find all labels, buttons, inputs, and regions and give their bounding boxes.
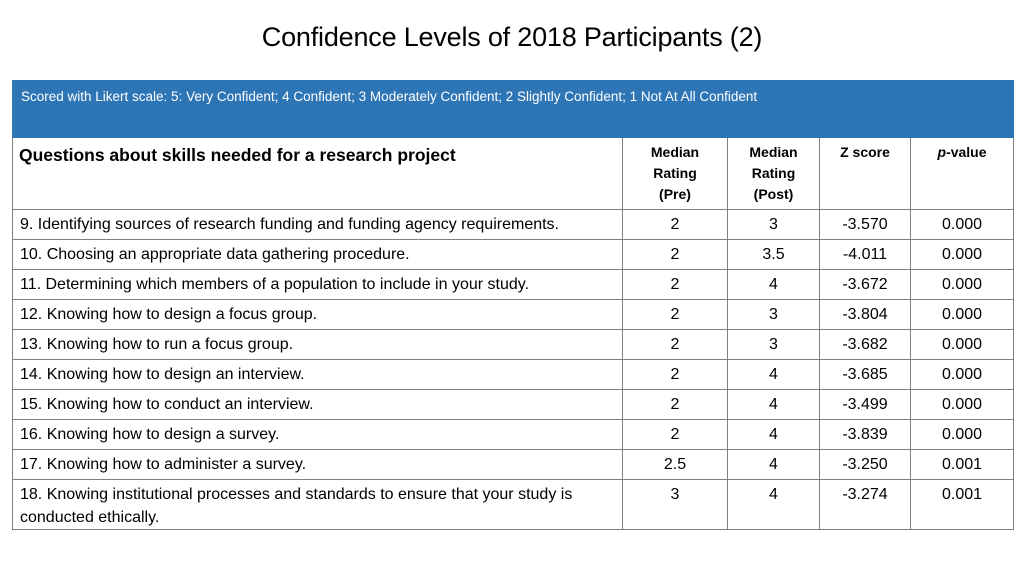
pre-cell: 2 <box>623 300 728 330</box>
question-cell: 13. Knowing how to run a focus group. <box>13 330 623 360</box>
table-row <box>13 270 1014 300</box>
likert-scale-banner: Scored with Likert scale: 5: Very Confident; 4 Confident; 3 Moderately Confident; 2 Slightly Confident; 1 Not At All Confident <box>13 81 1014 138</box>
p-cell: 0.000 <box>911 240 1014 270</box>
table-row <box>13 390 1014 420</box>
pre-cell: 2 <box>623 360 728 390</box>
p-cell: 0.000 <box>911 300 1014 330</box>
p-cell: 0.000 <box>911 420 1014 450</box>
table-row <box>13 360 1014 390</box>
z-cell: -3.274 <box>820 480 911 530</box>
results-table <box>12 80 1014 530</box>
post-cell: 3 <box>728 300 820 330</box>
p-cell: 0.001 <box>911 480 1014 530</box>
header-median-pre-line3: (Pre) <box>659 186 691 202</box>
post-cell: 3 <box>728 210 820 240</box>
question-cell: 14. Knowing how to design an interview. <box>13 360 623 390</box>
pre-cell: 2 <box>623 330 728 360</box>
header-median-pre-line2: Rating <box>653 165 697 181</box>
table-row <box>13 240 1014 270</box>
table-row <box>13 330 1014 360</box>
question-cell: 9. Identifying sources of research funding and funding agency requirements. <box>13 210 623 240</box>
question-cell: 15. Knowing how to conduct an interview. <box>13 390 623 420</box>
post-cell: 4 <box>728 420 820 450</box>
header-median-post-line1: Median <box>749 144 798 160</box>
z-cell: -3.250 <box>820 450 911 480</box>
z-cell: -3.499 <box>820 390 911 420</box>
post-cell: 3.5 <box>728 240 820 270</box>
question-cell: 11. Determining which members of a population to include in your study. <box>13 270 623 300</box>
z-cell: -3.570 <box>820 210 911 240</box>
question-cell: 17. Knowing how to administer a survey. <box>13 450 623 480</box>
header-row <box>13 138 1014 210</box>
header-p-value <box>911 138 1014 210</box>
header-median-post-line3: (Post) <box>753 186 794 202</box>
table-row <box>13 420 1014 450</box>
pre-cell: 2 <box>623 420 728 450</box>
z-cell: -4.011 <box>820 240 911 270</box>
table-row <box>13 300 1014 330</box>
header-z-score: Z score <box>820 138 911 210</box>
post-cell: 4 <box>728 270 820 300</box>
header-median-pre <box>623 138 728 210</box>
post-cell: 3 <box>728 330 820 360</box>
header-median-post-line2: Rating <box>751 165 796 181</box>
pre-cell: 2 <box>623 390 728 420</box>
banner-row <box>13 81 1014 138</box>
p-cell: 0.000 <box>911 270 1014 300</box>
header-median-pre-line1: Median <box>650 144 700 160</box>
z-cell: -3.804 <box>820 300 911 330</box>
pre-cell: 2 <box>623 270 728 300</box>
question-cell: 16. Knowing how to design a survey. <box>13 420 623 450</box>
p-cell: 0.000 <box>911 210 1014 240</box>
header-question: Questions about skills needed for a research project <box>13 138 623 210</box>
p-cell: 0.001 <box>911 450 1014 480</box>
z-cell: -3.682 <box>820 330 911 360</box>
page-title: Confidence Levels of 2018 Participants (2) <box>261 22 763 52</box>
question-cell: 10. Choosing an appropriate data gathering procedure. <box>13 240 623 270</box>
pre-cell: 2 <box>623 210 728 240</box>
post-cell: 4 <box>728 390 820 420</box>
header-p-rest: -value <box>946 144 987 160</box>
results-table-container <box>12 80 1013 530</box>
p-cell: 0.000 <box>911 360 1014 390</box>
table-row <box>13 450 1014 480</box>
pre-cell: 2.5 <box>623 450 728 480</box>
table-row <box>13 480 1014 530</box>
table-row <box>13 210 1014 240</box>
header-p-italic: p <box>937 144 947 160</box>
question-cell: 12. Knowing how to design a focus group. <box>13 300 623 330</box>
post-cell: 4 <box>728 360 820 390</box>
z-cell: -3.685 <box>820 360 911 390</box>
z-cell: -3.672 <box>820 270 911 300</box>
p-cell: 0.000 <box>911 390 1014 420</box>
question-cell: 18. Knowing institutional processes and standards to ensure that your study is conducted ethically. <box>13 480 623 530</box>
pre-cell: 3 <box>623 480 728 530</box>
z-cell: -3.839 <box>820 420 911 450</box>
post-cell: 4 <box>728 480 820 530</box>
header-median-post <box>728 138 820 210</box>
pre-cell: 2 <box>623 240 728 270</box>
p-cell: 0.000 <box>911 330 1014 360</box>
post-cell: 4 <box>728 450 820 480</box>
